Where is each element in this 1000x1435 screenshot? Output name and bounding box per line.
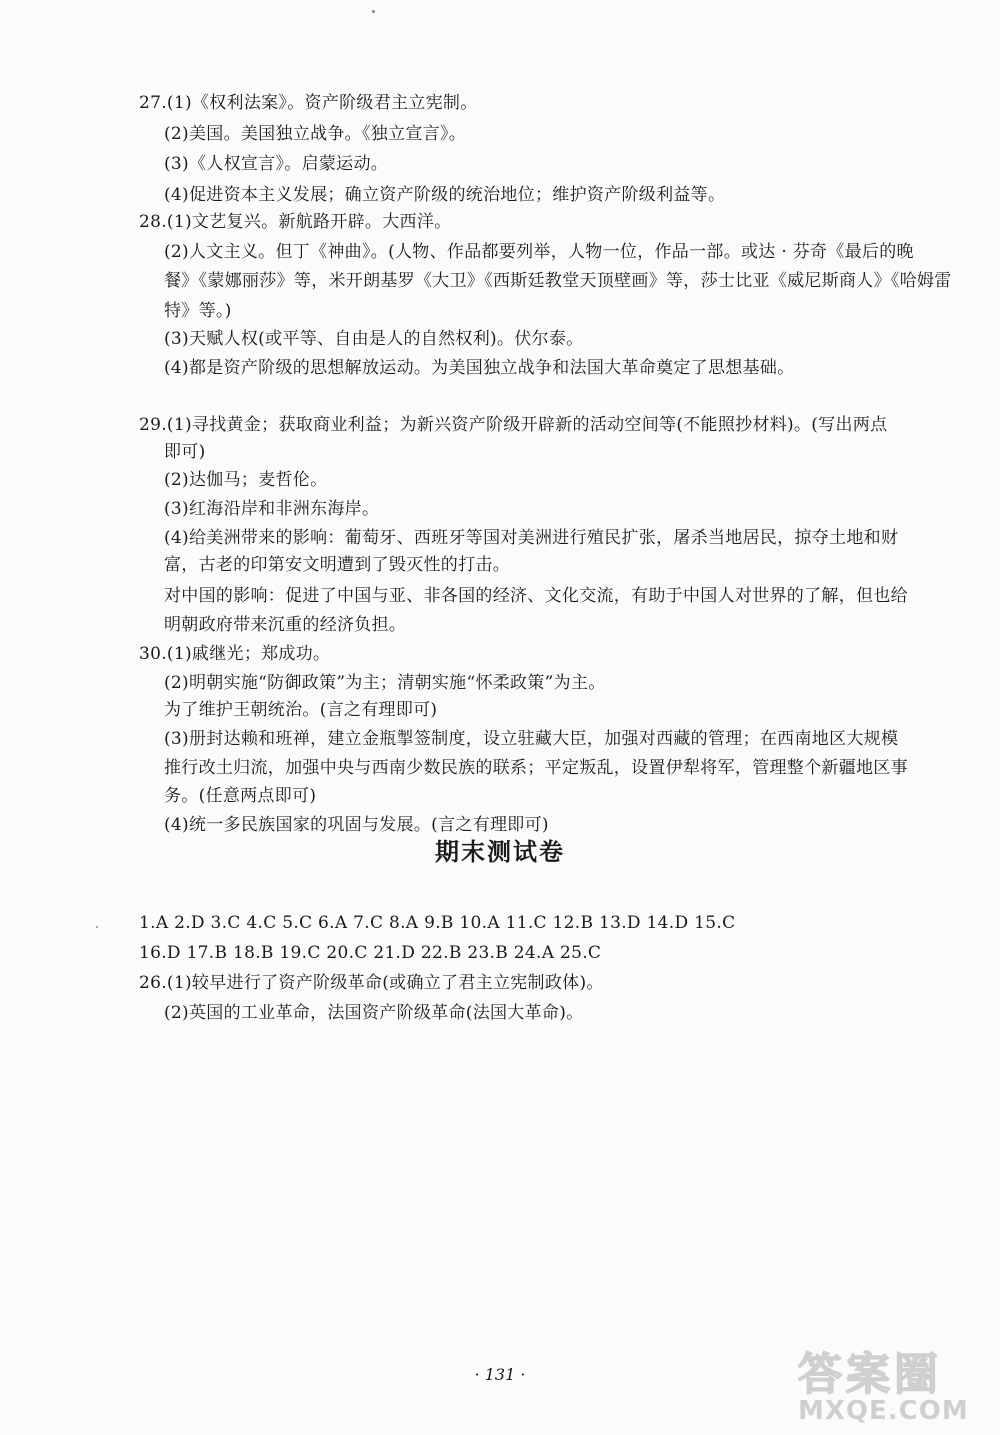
answer-line: 29.(1)寻找黄金；获取商业利益；为新兴资产阶级开辟新的活动空间等(不能照抄材料)。(写出两点 (139, 415, 888, 435)
answer-line: 餐》《蒙娜丽莎》等，米开朗基罗《大卫》《西斯廷教堂天顶壁画》等，莎士比亚《威尼斯商人》《哈姆雷 (164, 271, 952, 291)
answer-line: 对中国的影响：促进了中国与亚、非各国的经济、文化交流，有助于中国人对世界的了解，但也给 (164, 586, 908, 606)
answer-line: 富，古老的印第安文明遭到了毁灭性的打击。 (164, 555, 510, 575)
answer-line: 27.(1)《权利法案》。资产阶级君主立宪制。 (139, 93, 478, 113)
answer-key-line: 1.A 2.D 3.C 4.C 5.C 6.A 7.C 8.A 9.B 10.A 11.C 12.B 13.D 14.D 15.C (139, 913, 736, 933)
watermark-url: MXQE.COM (798, 1396, 969, 1426)
answer-line: 为了维护王朝统治。(言之有理即可) (164, 700, 438, 720)
answer-line: (2)明朝实施“防御政策”为主；清朝实施“怀柔政策”为主。 (164, 673, 606, 693)
answer-line: (3)册封达赖和班禅，建立金瓶掣签制度，设立驻藏大臣，加强对西藏的管理；在西南地区大规模 (164, 729, 899, 749)
answer-line: (4)给美洲带来的影响：葡萄牙、西班牙等国对美洲进行殖民扩张，屠杀当地居民，掠夺土地和财 (164, 528, 899, 548)
answer-line: 特》等。) (164, 301, 232, 321)
scan-speck (372, 10, 375, 13)
answer-line: (3)《人权宣言》。启蒙运动。 (164, 154, 389, 174)
answer-line: (2)英国的工业革命，法国资产阶级革命(法国大革命)。 (164, 1003, 584, 1023)
answer-line: 30.(1)戚继光；郑成功。 (139, 644, 331, 664)
answer-line: (3)红海沿岸和非洲东海岸。 (164, 499, 380, 519)
answer-line: (2)达伽马；麦哲伦。 (164, 470, 328, 490)
watermark-logo: 答案圈 (798, 1349, 942, 1400)
watermark (798, 1338, 993, 1430)
section-title: 期末测试卷 (435, 838, 565, 866)
answer-line: (4)都是资产阶级的思想解放运动。为美国独立战争和法国大革命奠定了思想基础。 (164, 358, 795, 378)
answer-line: (4)统一多民族国家的巩固与发展。(言之有理即可) (164, 815, 549, 835)
answer-line: 务。(任意两点即可) (164, 786, 317, 806)
answer-line: 明朝政府带来沉重的经济负担。 (164, 615, 407, 635)
answer-line: 28.(1)文艺复兴。新航路开辟。大西洋。 (139, 212, 452, 232)
page-number: · 131 · (474, 1365, 526, 1384)
answer-line: 推行改土归流，加强中央与西南少数民族的联系；平定叛乱，设置伊犁将军，管理整个新疆地区事 (164, 758, 908, 778)
answer-line: 即可) (164, 442, 206, 462)
answer-line: (2)美国。美国独立战争。《独立宣言》。 (164, 124, 467, 144)
answer-line: 26.(1)较早进行了资产阶级革命(或确立了君主立宪制政体)。 (139, 973, 604, 993)
answer-key-line: 16.D 17.B 18.B 19.C 20.C 21.D 22.B 23.B 24.A 25.C (139, 943, 602, 963)
answer-line: (4)促进资本主义发展；确立资产阶级的统治地位；维护资产阶级利益等。 (164, 185, 726, 205)
scan-speck (96, 926, 98, 928)
answer-line: (2)人文主义。但丁《神曲》。(人物、作品都要列举，人物一位，作品一部。或达 · 芬奇《最后的晚 (164, 242, 914, 262)
answer-line: (3)天赋人权(或平等、自由是人的自然权利)。伏尔泰。 (164, 329, 584, 349)
